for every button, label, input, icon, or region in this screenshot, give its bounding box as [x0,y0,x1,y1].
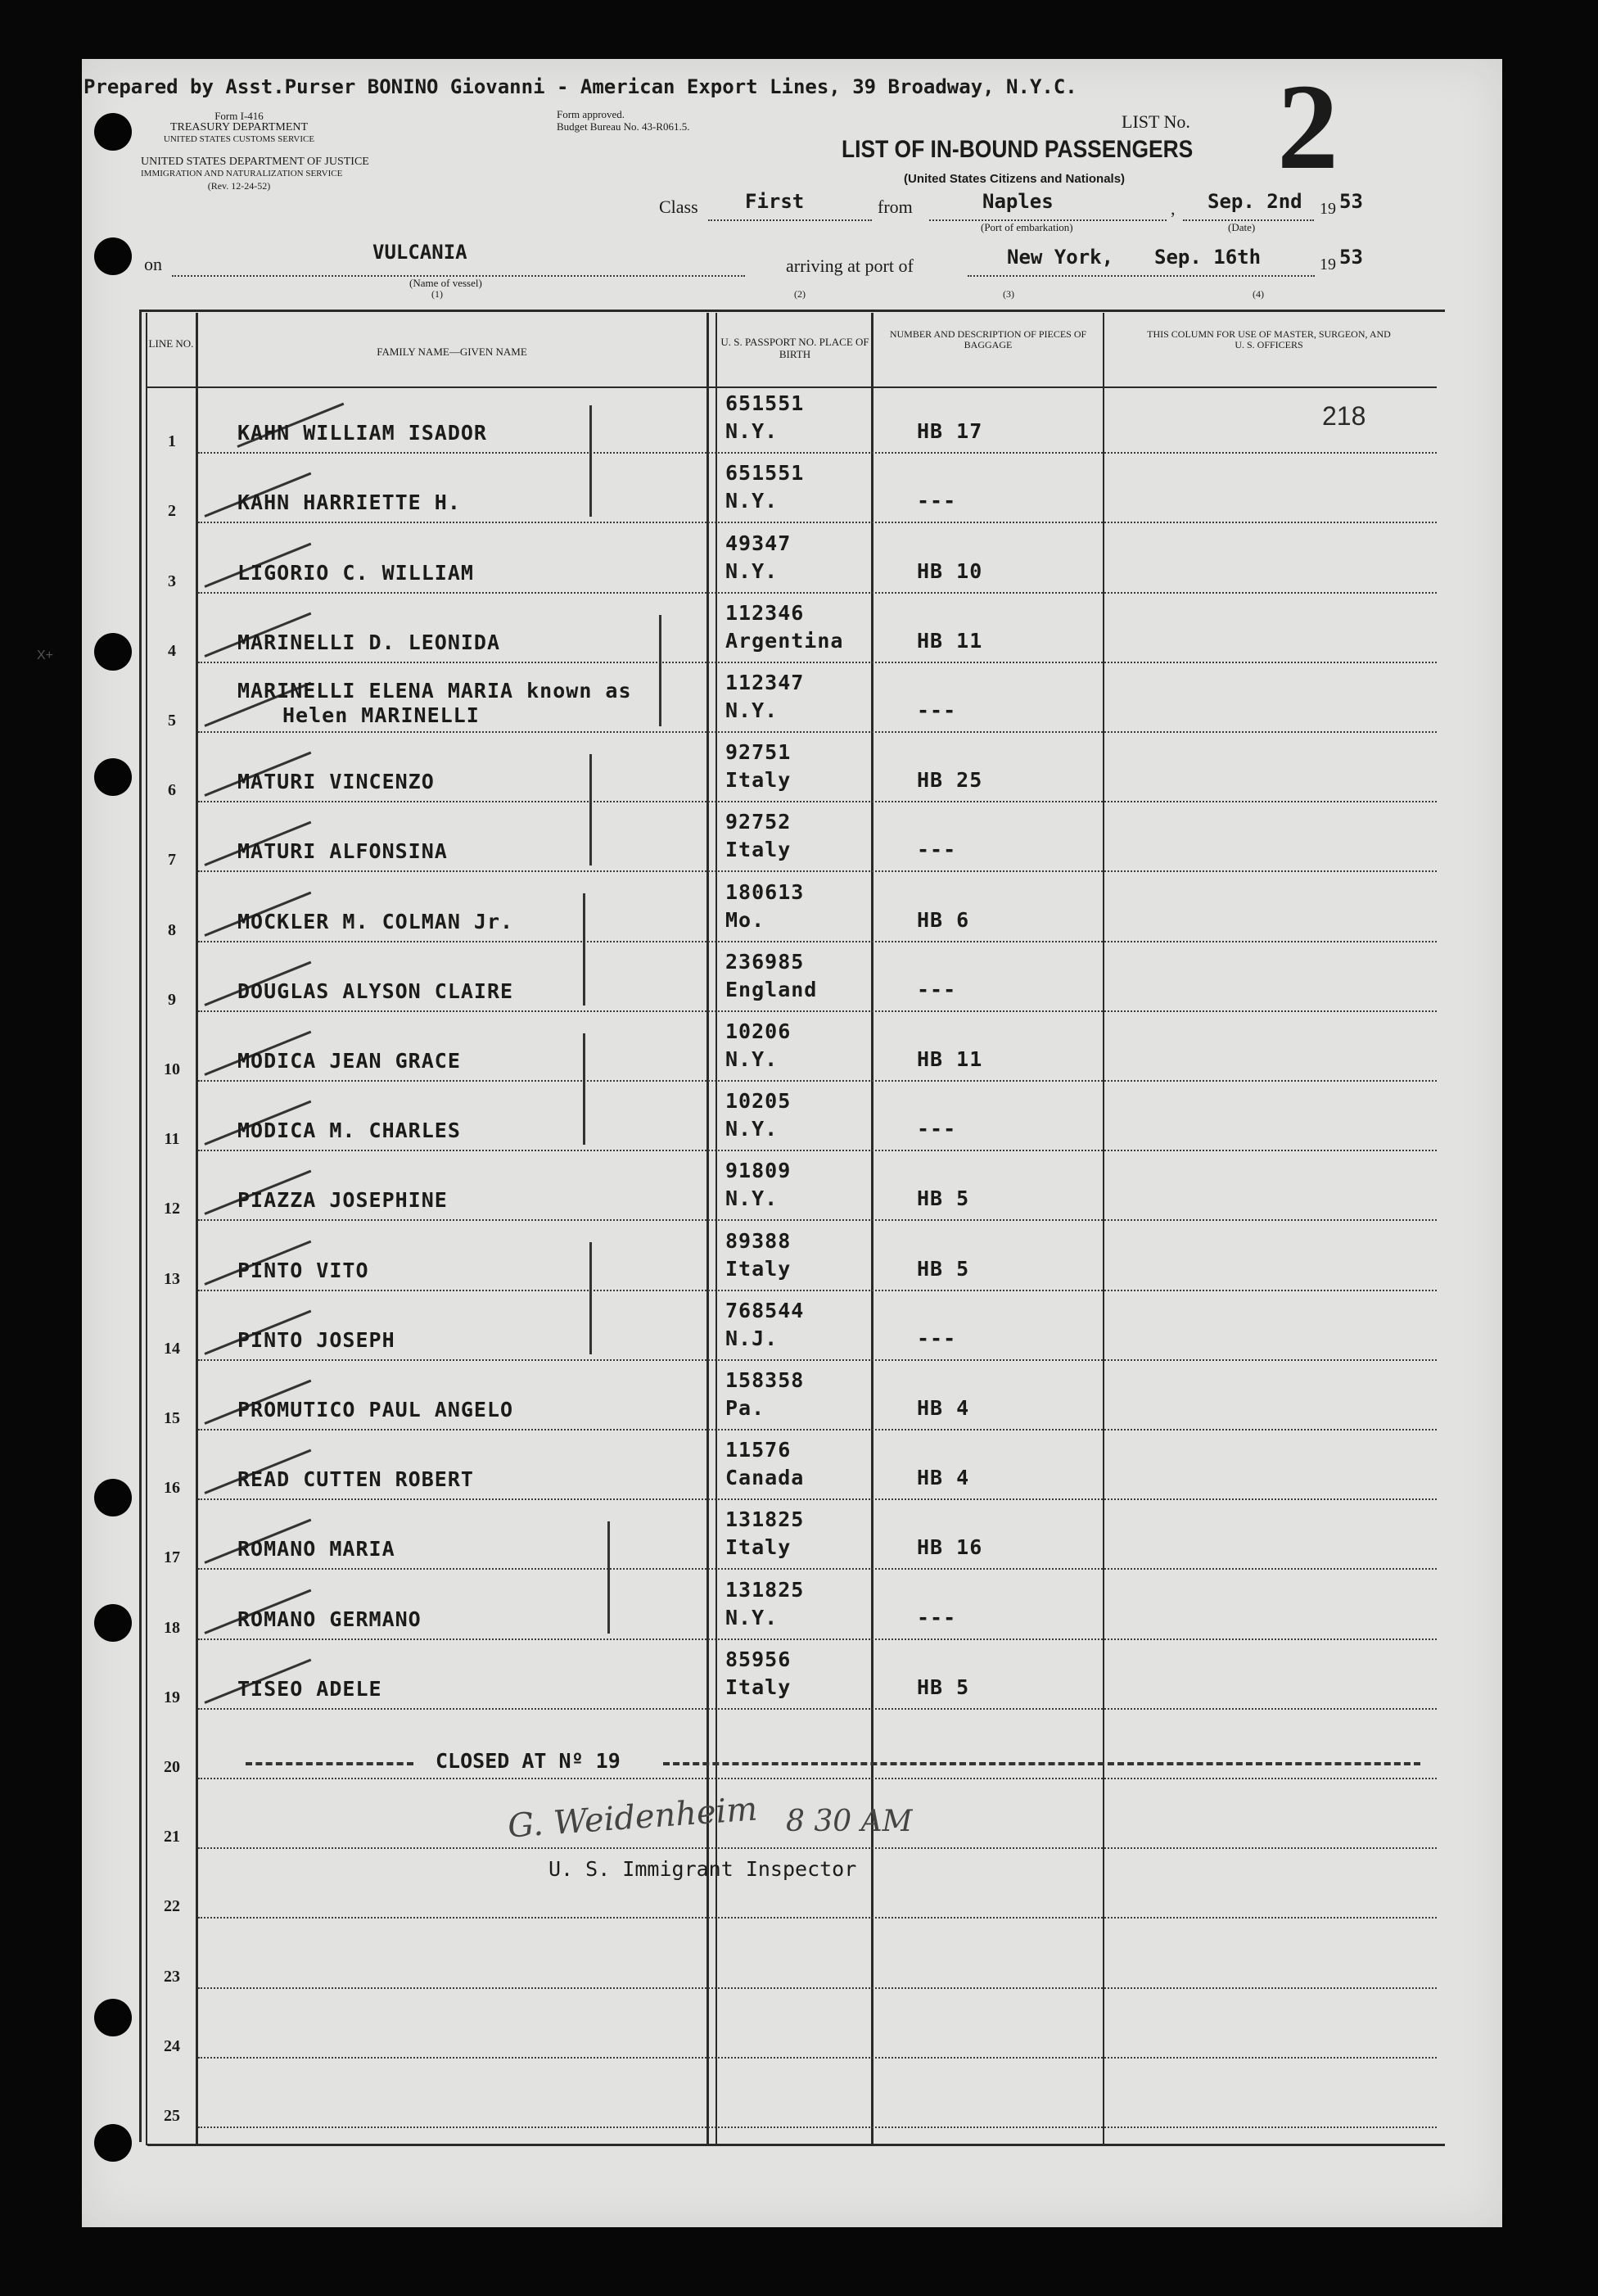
baggage: HB 5 [917,1186,970,1211]
col-number-3: (3) [1003,288,1014,300]
baggage: HB 25 [917,768,983,793]
place-of-birth: N.Y. [725,419,779,444]
place-of-birth: Italy [725,1535,792,1560]
arriving-year: 53 [1339,246,1363,269]
immigration-service: IMMIGRATION AND NATURALIZATION SERVICE [141,169,343,179]
place-of-birth: Pa. [725,1396,765,1420]
passport-number: 236985 [725,949,805,974]
col-number-2: (2) [794,288,806,300]
row-divider [198,1987,1437,1989]
row-divider [198,941,1437,942]
row-divider [198,1917,1437,1919]
line-number: 13 [164,1269,180,1288]
passport-number: 11576 [725,1438,792,1462]
row-divider [198,1498,1437,1500]
row-divider [198,1708,1437,1710]
margin-mark: X+ [37,649,54,662]
signature-time: 8 30 AM [786,1805,913,1838]
passenger-name: MARINELLI ELENA MARIA known as [237,679,632,703]
row-divider [198,1847,1437,1849]
family-brace [583,893,585,1005]
line-number: 14 [164,1339,180,1358]
passport-number: 92752 [725,810,792,834]
row-divider [198,1638,1437,1640]
line-number: 23 [164,1967,180,1986]
baggage: HB 4 [917,1466,970,1490]
place-of-birth: N.Y. [725,558,779,583]
row-divider [198,592,1437,594]
place-of-birth: N.Y. [725,1117,779,1141]
list-no-label: LIST No. [1122,111,1190,132]
binder-hole [94,2124,132,2162]
col-number-4: (4) [1253,288,1264,300]
revision-date: (Rev. 12-24-52) [207,180,271,192]
date-caption: (Date) [1228,221,1256,233]
row-divider [198,1290,1437,1291]
baggage: --- [917,838,957,862]
line-number: 2 [168,502,176,521]
place-of-birth: Argentina [725,628,844,653]
col-header-baggage: NUMBER AND DESCRIPTION OF PIECES OF BAGGAGE [889,328,1087,350]
family-brace [589,754,592,866]
passport-number: 89388 [725,1228,792,1253]
place-of-birth: Italy [725,1256,792,1281]
passenger-name: MOCKLER M. COLMAN Jr. [237,909,514,933]
line-number: 9 [168,990,176,1009]
baggage: HB 4 [917,1396,970,1420]
passenger-name: MARINELLI D. LEONIDA [237,630,501,654]
form-number: Form I-416 [214,110,264,122]
inspector-signature: G. Weidenheim [506,1790,759,1846]
list-no-value: 2 [1277,59,1338,195]
baggage: HB 5 [917,1256,970,1281]
place-of-birth: Italy [725,1675,792,1699]
baggage: --- [917,1117,957,1141]
on-label: on [144,254,162,274]
col-header-line-no: LINE NO. [148,337,194,350]
row-divider [198,1778,1437,1779]
passenger-name: KAHN HARRIETTE H. [237,490,461,515]
baggage: HB 17 [917,419,983,444]
row-divider [198,1219,1437,1221]
line-number: 10 [164,1060,180,1078]
customs-service: UNITED STATES CUSTOMS SERVICE [163,134,315,144]
family-brace [589,1242,592,1354]
line-number: 12 [164,1200,180,1218]
row-divider [198,1010,1437,1012]
passenger-name: PINTO JOSEPH [237,1327,395,1352]
arriving-label: arriving at port of [786,255,914,276]
family-brace [589,405,592,517]
row-divider [198,801,1437,802]
place-of-birth: England [725,977,818,1001]
place-of-birth: N.J. [725,1326,779,1350]
passport-number: 180613 [725,879,805,904]
place-of-birth: Canada [725,1466,805,1490]
binder-hole [94,758,132,796]
passport-number: 651551 [725,391,805,416]
passport-number: 112346 [725,600,805,625]
row-divider [198,1080,1437,1082]
year-prefix: 19 [1320,200,1336,218]
binder-hole [94,1999,132,2036]
line-number: 4 [168,641,176,660]
row-divider [198,1150,1437,1151]
line-number: 25 [164,2107,180,2125]
arriving-date: Sep. 16th [1154,246,1262,269]
line-number: 19 [164,1688,180,1706]
from-value: Naples [982,190,1054,213]
place-of-birth: N.Y. [725,1047,779,1071]
row-divider [198,1359,1437,1361]
passport-number: 131825 [725,1577,805,1602]
baggage: HB 5 [917,1675,970,1699]
passenger-name: MODICA JEAN GRACE [237,1049,461,1073]
row-divider [198,1429,1437,1430]
vessel-caption: (Name of vessel) [409,277,482,289]
row-divider [198,2127,1437,2128]
port-caption: (Port of embarkation) [981,221,1073,233]
line-number: 21 [164,1828,180,1846]
binder-hole [94,237,132,275]
passenger-name: MODICA M. CHARLES [237,1119,461,1143]
department-of-justice: UNITED STATES DEPARTMENT OF JUSTICE [141,156,369,168]
passenger-name: ROMANO MARIA [237,1537,395,1562]
place-of-birth: N.Y. [725,1605,779,1629]
departure-date: Sep. 2nd [1208,190,1302,213]
line-number: 6 [168,781,176,800]
class-value: First [745,190,805,213]
row-divider [198,870,1437,872]
place-of-birth: Italy [725,838,792,862]
line-number: 17 [164,1548,180,1567]
binder-hole [94,1479,132,1516]
row-divider [198,522,1437,523]
place-of-birth: Mo. [725,907,765,932]
form-approved: Form approved. [557,108,625,120]
baggage: HB 10 [917,558,983,583]
line-number: 20 [164,1758,180,1776]
baggage: --- [917,1605,957,1629]
passport-number: 158358 [725,1368,805,1392]
passenger-name: ROMANO GERMANO [237,1607,422,1631]
baggage: HB 16 [917,1535,983,1560]
manifest-page: Prepared by Asst.Purser BONINO Giovanni - American Export Lines, 39 Broadway, N.Y.C. Form I-416 TREASURY DEPARTMENT UNITED STATES CUSTOMS SERVICE UNITED STATES DEPARTMENT OF JUSTICE IMMIGRATION AND NATURALIZATION SERVICE (Rev. 12-24-52) Form approved. Budget Bureau No. 43-R061.5. LIST No. 2 LIST OF IN-BOUND PASSENGERS (United States Citizens and Nationals) Class First from Naples (Port of embarkation) , Sep. 2nd (Date) 19 53 on VULCANIA (Name of vessel) (1) arriving at port of New York, Sep. 16th 19 53 (2) (3) (4) X+ LINE NO. FAMILY NAME—GIVEN NAME U. S. PASSPORT NO. PLACE OF BIRTH NUMBER AND DESCRIPTION OF PIECES OF BAGGAGE THIS COLUMN FOR USE OF MASTER, SURGEON, AND U. S. OFFICERS 218 1 KAHN WILLIAM ISADOR 651551 N.Y. HB 17 2 KAHN HARRIETTE H. 651551 N.Y. --- 3 LIGORIO C. WILLIAM 49347 N.Y. HB 10 4 MARINELLI D. LEONIDA 112346 Argentina HB 11 5 MARINELLI ELENA MARIA known as Helen MARINELLI 112347 N.Y. --- 6 MATURI VINCENZO 92751 Italy HB 25 7 MATURI ALFONSINA 92752 Italy --- 8 MOCKLER M. COLMAN Jr. 180613 Mo. HB 6 9 DOUGLAS ALYSON CLAIRE 236985 England --- 10 MODICA JEAN GRACE 10206 N.Y. HB 11 11 MODICA M. CHARLES 10205 N.Y. --- 12 PIAZZA JOSEPHINE 91809 N.Y. HB 5 13 PINTO VITO 89388 Italy HB 5 14 PINTO JOSEPH 768544 N.J. --- 15 PROMUTICO PAUL ANGELO 158358 Pa. HB 4 16 READ CUTTEN ROBERT 11576 Canada HB 4 17 ROMANO MARIA 131825 Italy HB 16 18 ROMANO GERMANO 131825 N.Y. --- 19 TISEO ADELE 85956 Italy HB 5 20 21 22 23 24 25 CLOSED AT Nº 19 G. Weidenheim 8 30 AM U. S. Immigrant Inspector [82,59,1502,2227]
passenger-name: PROMUTICO PAUL ANGELO [237,1398,514,1421]
place-of-birth: Italy [725,768,792,793]
col-header-name: FAMILY NAME—GIVEN NAME [377,346,527,358]
line-number: 3 [168,572,176,590]
vessel-name: VULCANIA [372,241,467,264]
binder-hole [94,633,132,671]
line-number: 8 [168,920,176,939]
passenger-name: MATURI VINCENZO [237,770,435,794]
col-header-passport: U. S. PASSPORT NO. PLACE OF BIRTH [720,336,869,360]
passport-number: 10206 [725,1019,792,1043]
passenger-name: READ CUTTEN ROBERT [237,1467,474,1492]
line-number: 15 [164,1409,180,1427]
document-subtitle: (United States Citizens and Nationals) [904,172,1126,186]
budget-bureau: Budget Bureau No. 43-R061.5. [557,120,690,133]
document-title: LIST OF IN-BOUND PASSENGERS [842,136,1194,163]
line-number: 5 [168,712,176,730]
closed-at-text: CLOSED AT Nº 19 [436,1749,621,1773]
passport-number: 49347 [725,531,792,555]
row-divider [198,1568,1437,1570]
baggage: HB 11 [917,1047,983,1071]
line-number: 11 [164,1130,180,1149]
baggage: --- [917,698,957,722]
passenger-name: KAHN WILLIAM ISADOR [237,421,487,445]
baggage: HB 11 [917,628,983,653]
family-brace [659,615,661,726]
col-header-officers: THIS COLUMN FOR USE OF MASTER, SURGEON, AND U. S. OFFICERS [1147,328,1391,350]
passport-number: 768544 [725,1298,805,1322]
place-of-birth: N.Y. [725,489,779,513]
row-divider [198,662,1437,663]
baggage: --- [917,1326,957,1350]
place-of-birth: N.Y. [725,1186,779,1211]
line-number: 24 [164,2036,180,2055]
passenger-name: TISEO ADELE [237,1676,382,1701]
passenger-name: PINTO VITO [237,1258,369,1282]
passenger-name: LIGORIO C. WILLIAM [237,560,474,585]
row-divider [198,452,1437,454]
passport-number: 131825 [725,1507,805,1532]
from-label: from [878,197,913,217]
vessel-col-number: (1) [431,288,443,300]
passenger-name: DOUGLAS ALYSON CLAIRE [237,979,514,1003]
binder-hole [94,113,132,151]
passport-number: 112347 [725,671,805,694]
officer-note: 218 [1322,401,1366,431]
departure-year: 53 [1339,190,1363,213]
baggage: --- [917,977,957,1001]
arriving-port: New York, [1007,246,1114,269]
passport-number: 651551 [725,461,805,486]
passport-number: 91809 [725,1159,792,1183]
passport-number: 85956 [725,1647,792,1671]
line-number: 22 [164,1897,180,1916]
passport-number: 10205 [725,1089,792,1114]
passenger-name: PIAZZA JOSEPHINE [237,1188,448,1213]
class-label: Class [659,197,698,217]
row-divider [198,731,1437,733]
line-number: 7 [168,851,176,870]
treasury-department: TREASURY DEPARTMENT [169,121,309,133]
prepared-by-line: Prepared by Asst.Purser BONINO Giovanni - American Export Lines, 39 Broadway, N.Y.C. [84,75,1077,98]
row-divider [198,2057,1437,2059]
passport-number: 92751 [725,740,792,765]
inspector-title: U. S. Immigrant Inspector [548,1857,857,1881]
line-number: 1 [168,432,176,451]
passenger-name: MATURI ALFONSINA [237,839,448,864]
line-number: 16 [164,1479,180,1498]
baggage: HB 6 [917,907,970,932]
line-number: 18 [164,1618,180,1637]
family-brace [607,1521,610,1633]
binder-hole [94,1604,132,1642]
place-of-birth: N.Y. [725,698,779,722]
family-brace [583,1033,585,1145]
passenger-name-alias: Helen MARINELLI [282,703,480,727]
baggage: --- [917,489,957,513]
